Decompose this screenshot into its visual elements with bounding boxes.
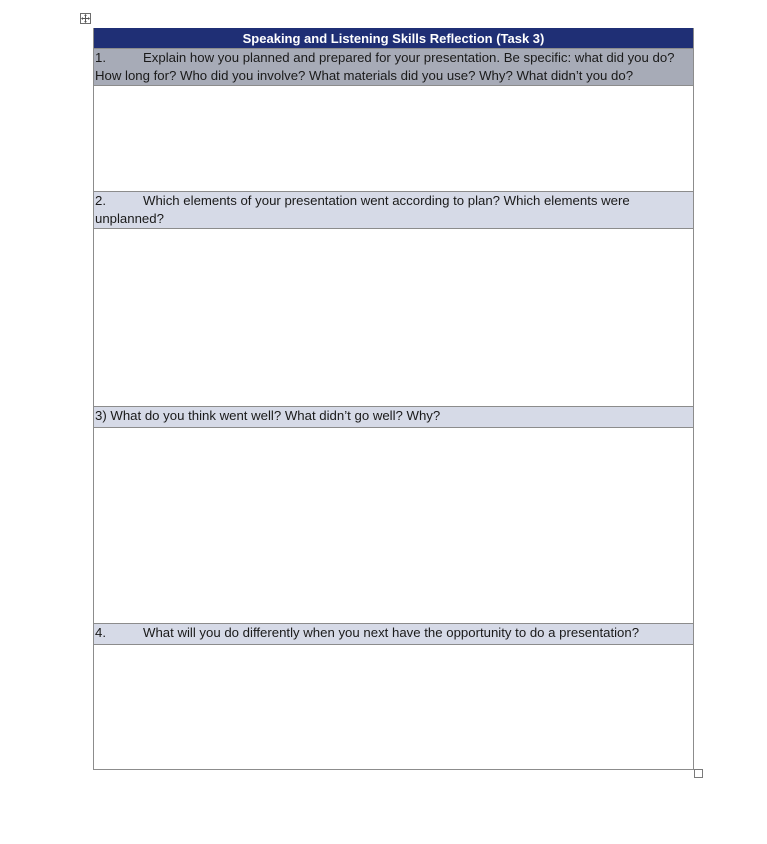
reflection-table <box>93 28 694 770</box>
answer-2-cell[interactable] <box>94 229 693 406</box>
table-resize-handle[interactable] <box>694 769 703 778</box>
answer-1-cell[interactable] <box>94 86 693 191</box>
table-title: Speaking and Listening Skills Reflection (Task 3) <box>94 28 693 48</box>
question-2-row[interactable] <box>94 191 693 229</box>
question-1-row[interactable] <box>94 48 693 86</box>
question-4-row[interactable] <box>94 623 693 645</box>
answer-4-cell[interactable] <box>94 645 693 770</box>
question-1-text: Explain how you planned and prepared for your presentation. Be specific: what did you do? How long for? Who did you involve? What materials did you use? Why? What didn’t you do? <box>95 50 675 83</box>
question-2-text: Which elements of your presentation went according to plan? Which elements were unplanned? <box>95 193 630 226</box>
question-3-row[interactable] <box>94 406 693 428</box>
question-3-text: 3) What do you think went well? What didn’t go well? Why? <box>95 408 441 423</box>
question-4-text: What will you do differently when you next have the opportunity to do a presentation? <box>143 625 640 640</box>
question-2-number: 2. <box>95 193 106 208</box>
answer-3-cell[interactable] <box>94 428 693 623</box>
question-1-number: 1. <box>95 50 106 65</box>
question-4-number: 4. <box>95 625 106 640</box>
table-move-handle-icon[interactable] <box>80 13 91 24</box>
